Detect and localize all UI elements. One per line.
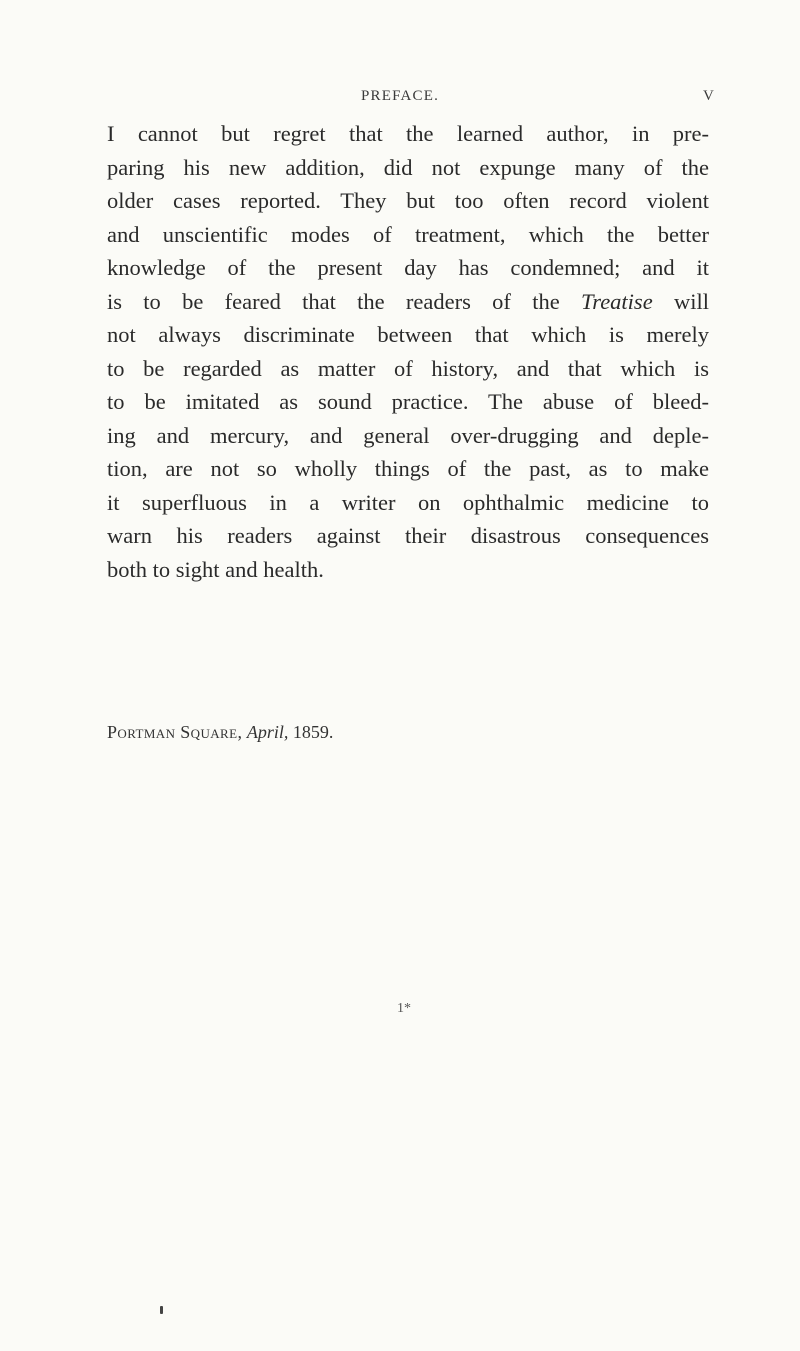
text-line: not always discriminate between that which is merely xyxy=(107,322,709,347)
text-line: both to sight and health. xyxy=(107,556,324,582)
text-line: to be regarded as matter of history, and that which is xyxy=(107,355,709,381)
text-line-end: will xyxy=(652,288,709,314)
preface-paragraph xyxy=(107,117,709,586)
signature-mark: 1* xyxy=(397,1001,411,1016)
text-line: older cases reported. They but too often record violent xyxy=(107,188,709,213)
text-line: to be imitated as sound practice. The abuse of bleed- xyxy=(107,389,709,414)
ink-speck xyxy=(160,1306,163,1314)
text-line: ing and mercury, and general over-drugging and deple- xyxy=(107,422,709,448)
signature-dateline xyxy=(107,722,333,743)
text-line: and unscientific modes of treatment, which the better xyxy=(107,221,709,247)
signature-year: 1859. xyxy=(292,722,334,742)
text-line xyxy=(107,285,709,319)
italic-title-treatise: Treatise xyxy=(581,288,653,314)
signature-place: Portman Square, xyxy=(107,722,243,742)
signature-month: April, xyxy=(246,722,289,742)
text-line: it superfluous in a writer on ophthalmic medicine to xyxy=(107,489,709,515)
text-line: I cannot but regret that the learned author, in pre- xyxy=(107,121,709,146)
page-number: V xyxy=(703,88,714,104)
running-title: PREFACE. xyxy=(360,88,440,104)
text-line: warn his readers against their disastrous consequences xyxy=(107,523,709,548)
text-line: knowledge of the present day has condemned; and it xyxy=(107,255,709,280)
text-line-start: is to be feared that the readers of the xyxy=(107,288,581,314)
running-head xyxy=(0,88,800,112)
text-line: paring his new addition, did not expunge many of the xyxy=(107,154,709,180)
text-line: tion, are not so wholly things of the past, as to make xyxy=(107,456,709,481)
